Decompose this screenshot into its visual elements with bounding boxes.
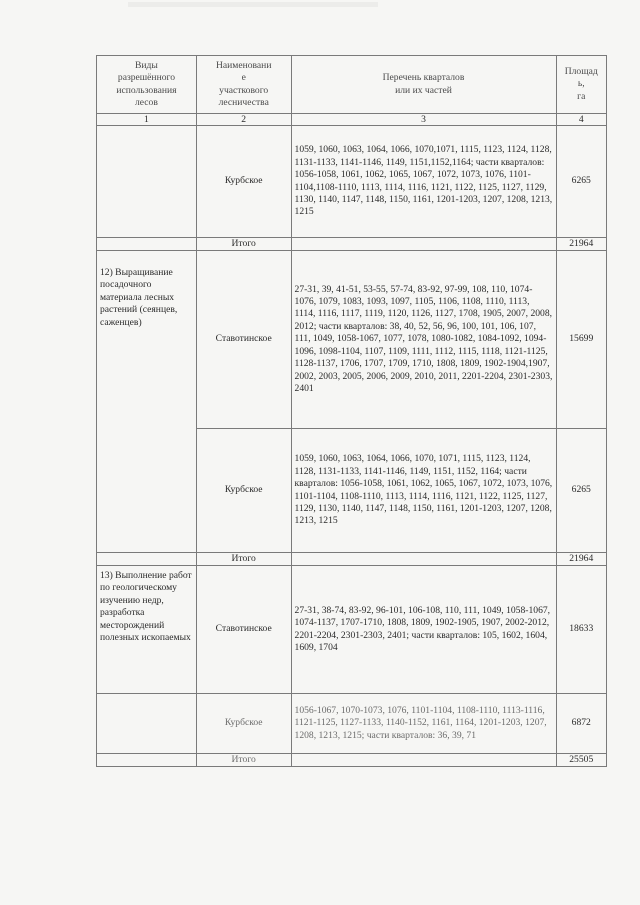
header-text: лесничества xyxy=(218,96,269,108)
forestry-name: Ставотинское xyxy=(196,566,291,694)
empty-cell xyxy=(291,754,556,767)
empty-cell xyxy=(97,553,197,566)
area-value: 15699 xyxy=(556,251,607,429)
forestry-name: Ставотинское xyxy=(196,251,291,429)
total-row xyxy=(97,553,607,566)
header-text: участкового xyxy=(219,84,269,96)
header-forestry-name xyxy=(196,56,291,114)
header-text: е xyxy=(241,72,246,84)
header-text: лесов xyxy=(135,96,158,108)
table-row xyxy=(97,126,607,238)
header-text: га xyxy=(577,90,586,102)
scan-smudge xyxy=(128,2,378,7)
empty-cell xyxy=(291,553,556,566)
header-text: использования xyxy=(116,84,177,96)
header-text: Перечень кварталов xyxy=(382,72,465,84)
header-text: ь, xyxy=(577,78,585,90)
header-use-types xyxy=(97,56,197,114)
column-number: 3 xyxy=(291,114,556,126)
column-number-row xyxy=(97,114,607,126)
empty-cell xyxy=(97,754,197,767)
total-value: 21964 xyxy=(556,238,607,251)
total-row xyxy=(97,238,607,251)
total-value: 25505 xyxy=(556,754,607,767)
area-value: 6265 xyxy=(556,126,607,238)
use-type: 13) Выполнение работ по геологическому изучению недр, разработка месторождений полезных ископаемых xyxy=(97,566,197,694)
area-value: 6872 xyxy=(556,694,607,754)
forestry-name: Курбское xyxy=(196,429,291,553)
total-value: 21964 xyxy=(556,553,607,566)
table-header-row xyxy=(97,56,607,114)
total-label: Итого xyxy=(196,238,291,251)
total-row xyxy=(97,754,607,767)
header-text: Площад xyxy=(564,65,598,77)
table-row xyxy=(97,694,607,754)
quarters-list: 1059, 1060, 1063, 1064, 1066, 1070,1071, 1115, 1123, 1124, 1128, 1131-1133, 1141-1146, 1149, 1151,1152,1164; части кварталов: 1056-1058, 1061, 1062, 1065, 1067, 1072, 1073, 1076, 1101-1104,1108-1110, 1113, 1114, 1116, 1121, 1122, 1125, 1127, 1129, 1130, 1140, 1147, 1148, 1150, 1161, 1201-1203, 1207, 1208, 1213, 1215 xyxy=(291,126,556,238)
header-text: Виды xyxy=(135,59,158,71)
table-row xyxy=(97,566,607,694)
quarters-list: 1059, 1060, 1063, 1064, 1066, 1070, 1071, 1115, 1123, 1124, 1128, 1131-1133, 1141-1146, 1149, 1151, 1152, 1164; части кварталов: 1056-1058, 1061, 1062, 1065, 1067, 1072, 1073, 1076, 1101-1104, 1108-1110, 1113, 1114, 1116, 1121, 1122, 1125, 1127, 1129, 1130, 1140, 1147, 1148, 1150, 1161, 1201-1203, 1207, 1208, 1213, 1215 xyxy=(291,429,556,553)
header-text: Наименовани xyxy=(215,59,272,71)
empty-cell xyxy=(97,238,197,251)
total-label: Итого xyxy=(196,754,291,767)
total-label: Итого xyxy=(196,553,291,566)
header-text: или их частей xyxy=(395,84,452,96)
header-quarters-list xyxy=(291,56,556,114)
forestry-name: Курбское xyxy=(196,126,291,238)
header-text: разрешённого xyxy=(117,72,175,84)
column-number: 4 xyxy=(556,114,607,126)
forest-use-table xyxy=(96,55,607,767)
use-type: 12) Выращивание посадочного материала лесных растений (сеянцев, саженцев) xyxy=(97,251,197,553)
quarters-list: 27-31, 38-74, 83-92, 96-101, 106-108, 110, 111, 1049, 1058-1067, 1074-1137, 1707-1710, 1808, 1809, 1902-1905, 1907, 2002-2012, 2201-2204, 2301-2303, 2401; части кварталов: 105, 1602, 1604, 1609, 1704 xyxy=(291,566,556,694)
table-row xyxy=(97,251,607,429)
header-area xyxy=(556,56,607,114)
use-type-cell xyxy=(97,126,197,238)
quarters-list: 1056-1067, 1070-1073, 1076, 1101-1104, 1108-1110, 1113-1116, 1121-1125, 1127-1133, 1140-1152, 1161, 1164, 1201-1203, 1207, 1208, 1213, 1215; части кварталов: 36, 39, 71 xyxy=(291,694,556,754)
column-number: 2 xyxy=(196,114,291,126)
area-value: 18633 xyxy=(556,566,607,694)
quarters-list: 27-31, 39, 41-51, 53-55, 57-74, 83-92, 97-99, 108, 110, 1074-1076, 1079, 1083, 1093, 1097, 1105, 1106, 1108, 1110, 1113, 1114, 1116, 1117, 1119, 1120, 1126, 1127, 1708, 1905, 2007, 2008, 2012; части кварталов: 38, 40, 52, 56, 96, 100, 101, 106, 107, 111, 1049, 1058-1067, 1077, 1078, 1080-1082, 1084-1092, 1094-1096, 1098-1104, 1107, 1109, 1111, 1112, 1115, 1118, 1121-1125, 1128-1137, 1706, 1707, 1709, 1710, 1808, 1809, 1902-1904,1907, 2002, 2003, 2005, 2006, 2009, 2010, 2011, 2201-2204, 2301-2303, 2401 xyxy=(291,251,556,429)
empty-cell xyxy=(291,238,556,251)
forestry-name: Курбское xyxy=(196,694,291,754)
area-value: 6265 xyxy=(556,429,607,553)
column-number: 1 xyxy=(97,114,197,126)
use-type-cell xyxy=(97,694,197,754)
